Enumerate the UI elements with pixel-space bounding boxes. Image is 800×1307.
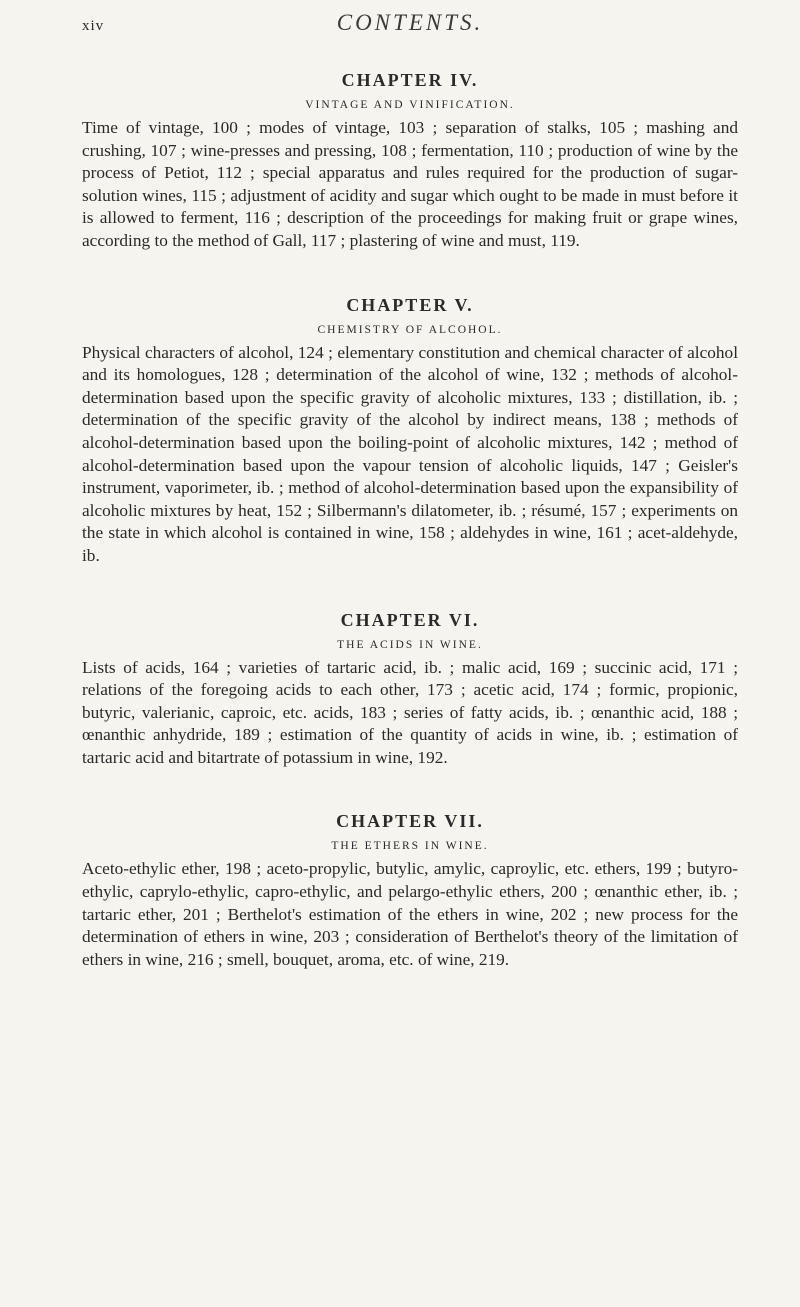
running-head [82, 0, 738, 50]
chapter-vi [82, 610, 738, 770]
chapter-contents: Physical characters of alcohol, 124 ; elementary constitution and chemical character of alcohol and its homologues, 128 ; determination of the alcohol of wine, 132 ; methods of alcohol-determination based upon the specific gravity of alcoholic mixtures, 133 ; distillation, ib. ; determination of the specific gravity of the alcohol by indirect means, 138 ; methods of alcohol-determination based upon the boiling-point of alcoholic mixtures, 142 ; method of alcohol-determination based upon the vapour tension of alcoholic liquids, 147 ; Geisler's instrument, vaporimeter, ib. ; method of alcohol-determination based upon the expansibility of alcoholic mixtures by heat, 152 ; Silbermann's dilatometer, ib. ; résumé, 157 ; experiments on the state in which alcohol is contained in wine, 158 ; aldehydes in wine, 161 ; acet-aldehyde, ib. [82, 342, 738, 565]
chapter-contents: Aceto-ethylic ether, 198 ; aceto-propylic, butylic, amylic, caproylic, etc. ethers, 199 ; butyro-ethylic, caprylo-ethylic, capro-ethylic, and pelargo-ethylic ethers, 200 ; œnanthic ether, ib. ; tartaric ether, 201 ; Berthelot's estimation of the ethers in wine, 202 ; new process for the determination of ethers in wine, 203 ; consideration of Berthelot's theory of the limitation of ethers in wine, 216 ; smell, bouquet, aroma, etc. of wine, 219. [82, 859, 738, 969]
chapter-subtitle: THE ETHERS IN WINE. [331, 840, 489, 853]
chapter-vii [82, 811, 738, 971]
running-title: CONTENTS. [336, 10, 484, 35]
chapter-contents: Time of vintage, 100 ; modes of vintage, 103 ; separation of stalks, 105 ; mashing and crushing, 107 ; wine-presses and pressing, 108 ; fermentation, 110 ; production of wine by the process of Petiot, 112 ; special apparatus and rules required for the production of sugar-solution wines, 115 ; adjustment of acidity and sugar which ought to be made in must before it is allowed to ferment, 116 ; description of the proceedings for making fruit or grape wines, according to the method of Gall, 117 ; plastering of wine and must, 119. [82, 118, 738, 250]
chapter-iv [82, 70, 738, 253]
chapter-heading: CHAPTER VII. [336, 811, 484, 832]
chapter-subtitle: THE ACIDS IN WINE. [337, 638, 483, 651]
chapter-heading: CHAPTER VI. [340, 609, 480, 630]
chapter-heading: CHAPTER V. [346, 294, 474, 315]
chapter-subtitle: VINTAGE AND VINIFICATION. [305, 99, 515, 111]
chapter-v [82, 295, 738, 568]
chapter-subtitle: CHEMISTRY OF ALCOHOL. [317, 323, 503, 336]
chapter-contents: Lists of acids, 164 ; varieties of tartaric acid, ib. ; malic acid, 169 ; succinic acid, 171 ; relations of the foregoing acids to each other, 173 ; acetic acid, 174 ; formic, propionic, butyric, valerianic, caproic, etc. acids, 183 ; series of fatty acids, ib. ; œnanthic acid, 188 ; œnanthic anhydride, 189 ; estimation of the quantity of acids in wine, ib. ; estimation of tartaric acid and bitartrate of potassium in wine, 192. [82, 657, 738, 767]
page-number: xiv [82, 18, 105, 34]
chapter-heading: CHAPTER IV. [341, 70, 479, 90]
